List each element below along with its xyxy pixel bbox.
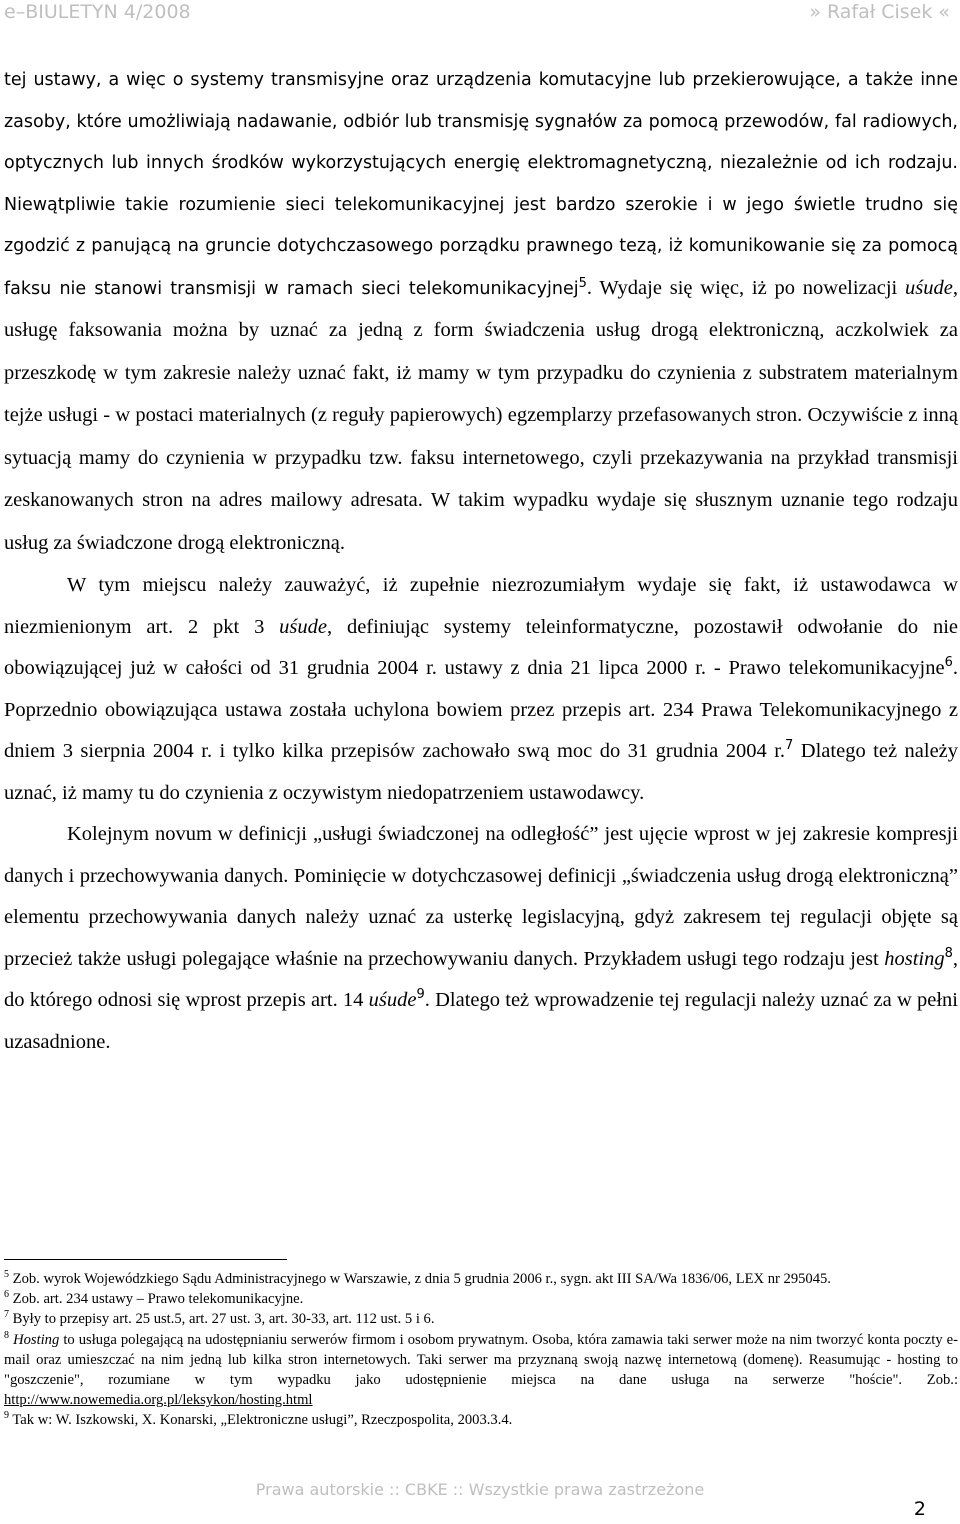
footnote-ref-6[interactable]: 6 [944,655,953,671]
footnote-ref-5[interactable]: 5 [578,275,587,291]
paragraph-3: Kolejnym novum w definicji „usługi świadczonej na odległość” jest ujęcie wprost w jej zakresie kompresji danych i przechowywania danych. Pominięcie w dotychczasowej definicji „świadczenia usług drogą elektroniczną” elementu przechowywania danych należy uznać za usterkę legislacyjną, gdyż zakresem tej regulacji objęte są przecież także usługi polegające właśnie na przechowywaniu danych. Przykładem usługi tego rodzaju jest hosting$^8$, do którego odnosi się wprost przepis art. 14 uśude$^9$. Dlatego też wprowadzenie tej regulacji należy uznać za w pełni uzasadnione. [4,823,958,1053]
paragraph-2: W tym miejscu należy zauważyć, iż zupełnie niezrozumiałym wydaje się fakt, iż ustawodawca w niezmienionym art. 2 pkt 3 uśude, definiując systemy teleinformatyczne, pozostawił odwołanie do nie obowiązującej już w całości od 31 grudnia 2004 r. ustawy z dnia 21 lipca 2000 r. - Prawo telekomunikacyjne$^6$. Poprzednio obowiązująca ustawa została uchylona bowiem przez przepis art. 234 Prawa Telekomunikacyjnego z dniem 3 sierpnia 2004 r. i tylko kilka przepisów zachowało swą moc do 31 grudnia 2004 r.$^7$ Dlatego też należy uznać, iż mamy tu do czynienia z oczywistym niedopatrzeniem ustawodawcy. [4,574,959,804]
page-header [0,0,960,24]
copyright-footer: Prawa autorskie :: CBKE :: Wszystkie prawa zastrzeżone [255,1480,705,1499]
usude-term: uśude [905,276,953,299]
footnote-7: $^7$ Były to przepisy art. 25 ust.5, art. 27 ust. 3, art. 30-33, art. 112 ust. 5 i 6. [4,1309,435,1328]
footnote-8: $^8$ Hosting to usługa polegającą na udostępnianiu serwerów firmom i osobom prywatnym. Osoba, która zamawia taki serwer może na nim tworzyć konta poczty e-mail oraz umieszczać na nim jedną lub kilka stron internetowych. Taki serwer ma przyznaną swoją nazwę internetową (domenę). Reasumując - hosting to "goszczenie", rozumiane w tym wypadku jako udostępnienie miejsca na dane usługa na serwerze "hoście". Zob.: http://www.nowemedia.org.pl/leksykon/hosting.html [4,1329,959,1409]
author-name: » Rafał Cisek « [809,1,950,23]
footnote-divider [4,1259,287,1260]
footnote-ref-7[interactable]: 7 [785,738,794,754]
hosting-term: hosting [884,947,945,970]
usude-term: uśude [279,615,327,638]
usude-term: uśude [368,989,417,1011]
footnote-6: $^6$ Zob. art. 234 ustawy – Prawo telekomunikacyjne. [4,1289,304,1308]
footnote-9: $^9$ Tak w: W. Iszkowski, X. Konarski, „Elektroniczne usługi”, Rzeczpospolita, 2003.3.4. [4,1410,513,1429]
hosting-link[interactable]: http://www.nowemedia.org.pl/leksykon/hosting.html [4,1392,313,1409]
bulletin-title: e–BIULETYN 4/2008 [4,1,191,23]
paragraph-1: tej ustawy, a więc o systemy transmisyjne oraz urządzenia komutacyjne lub przekierowujące, a także inne zasoby, które umożliwiają nadawanie, odbiór lub transmisję sygnałów za pomocą przewodów, fal radiowych, optycznych lub innych środków wykorzystujących energię elektromagnetyczną, niezależnie od ich rodzaju. Niewątpliwie takie rozumienie sieci telekomunikacyjnej jest bardzo szerokie i w jego świetle trudno się zgodzić z panującą na gruncie dotychczasowego porządku prawnego tezą, iż komunikowanie się za pomocą faksu nie stanowi transmisji w ramach sieci telekomunikacyjnej$^5$. Wydaje się więc, iż po nowelizacji uśude, usługę faksowania można by uznać za jedną z form świadczenia usług drogą elektroniczną, aczkolwiek za przeszkodę w tym zakresie należy uznać fakt, iż mamy w tym przypadku do czynienia z substratem materialnym tejże usługi - w postaci materialnych (z reguły papierowych) egzemplarzy przefasowanych stron. Oczywiście z inną sytuacją mamy do czynienia w przypadku tzw. faksu internetowego, czyli przekazywania na przykład transmisji zeskanowanych stron na adres mailowy adresata. W takim wypadku wydaje się słusznym uznanie tego rodzaju usług za świadczone drogą elektroniczną. [4,70,958,554]
footnote-5: $^5$ Zob. wyrok Wojewódzkiego Sądu Administracyjnego w Warszawie, z dnia 5 grudnia 2006 r., sygn. akt III SA/Wa 1836/06, LEX nr 295045. [4,1269,831,1287]
page-number: 2 [913,1498,926,1520]
footnote-ref-9[interactable]: 9 [416,987,425,1003]
article-body [4,60,958,1063]
footnotes [4,1269,958,1431]
footnote-ref-8[interactable]: 8 [944,945,953,961]
